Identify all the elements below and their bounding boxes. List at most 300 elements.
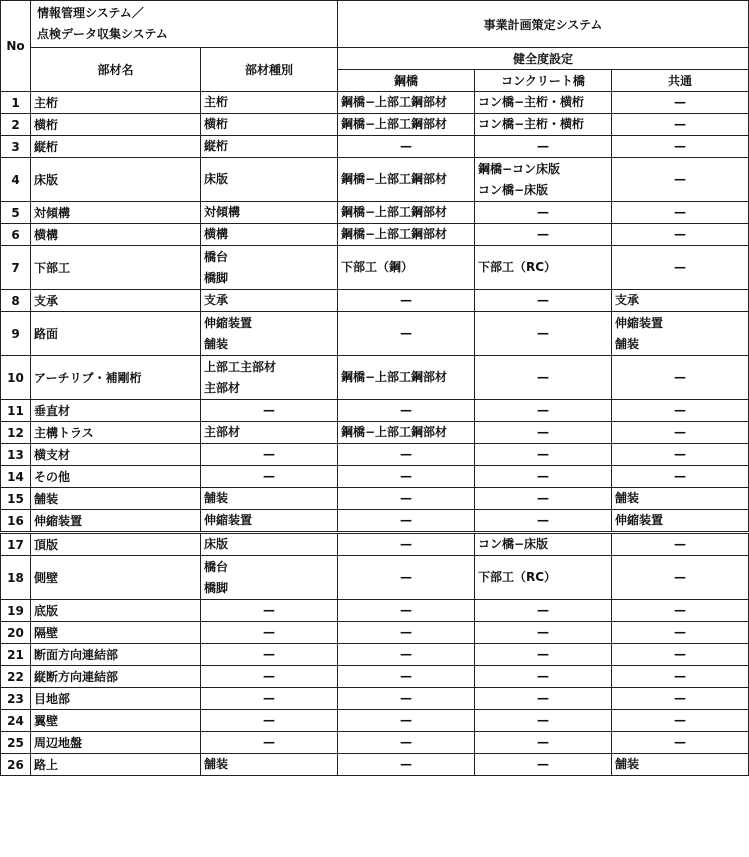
member-type bbox=[201, 422, 338, 444]
member-type bbox=[201, 224, 338, 246]
row-no: 13 bbox=[1, 444, 31, 466]
common-soundness-line: — bbox=[674, 669, 686, 683]
steel-soundness bbox=[338, 158, 475, 202]
member-type bbox=[201, 644, 338, 666]
header-info-system bbox=[31, 1, 338, 48]
table-row bbox=[1, 400, 749, 422]
member-type-line: — bbox=[263, 647, 275, 661]
steel-soundness-line: — bbox=[400, 669, 412, 683]
member-type-line: 対傾構 bbox=[204, 205, 241, 219]
member-type-line: — bbox=[263, 625, 275, 639]
member-type-line: — bbox=[263, 403, 275, 417]
common-soundness-line: — bbox=[674, 95, 686, 109]
member-name: 横構 bbox=[31, 224, 201, 246]
concrete-soundness-line: — bbox=[537, 735, 549, 749]
row-no: 26 bbox=[1, 754, 31, 776]
common-soundness bbox=[612, 136, 749, 158]
concrete-soundness-line: — bbox=[537, 691, 549, 705]
concrete-soundness bbox=[475, 92, 612, 114]
common-soundness bbox=[612, 710, 749, 732]
concrete-soundness-line: — bbox=[537, 469, 549, 483]
table-row bbox=[1, 710, 749, 732]
member-type bbox=[201, 754, 338, 776]
common-soundness-line: — bbox=[674, 713, 686, 727]
concrete-soundness-line: — bbox=[537, 403, 549, 417]
member-name: 底版 bbox=[31, 600, 201, 622]
common-soundness bbox=[612, 488, 749, 510]
member-type bbox=[201, 510, 338, 533]
concrete-soundness bbox=[475, 114, 612, 136]
concrete-soundness bbox=[475, 400, 612, 422]
common-soundness bbox=[612, 114, 749, 136]
concrete-soundness-line: — bbox=[537, 491, 549, 505]
header-no: No bbox=[1, 1, 31, 92]
member-type bbox=[201, 92, 338, 114]
steel-soundness-line: — bbox=[400, 537, 412, 551]
member-type-line: 主桁 bbox=[204, 95, 229, 109]
member-type bbox=[201, 400, 338, 422]
table-row bbox=[1, 114, 749, 136]
header-common: 共通 bbox=[612, 70, 749, 92]
concrete-soundness bbox=[475, 202, 612, 224]
steel-soundness bbox=[338, 400, 475, 422]
steel-soundness bbox=[338, 92, 475, 114]
concrete-soundness-line: 下部工（RC） bbox=[478, 260, 557, 274]
member-name: 路面 bbox=[31, 312, 201, 356]
steel-soundness bbox=[338, 710, 475, 732]
concrete-soundness-line: — bbox=[537, 603, 549, 617]
member-name: 翼壁 bbox=[31, 710, 201, 732]
table-row bbox=[1, 732, 749, 754]
common-soundness-line: — bbox=[674, 370, 686, 384]
member-type-line: 床版 bbox=[204, 537, 229, 551]
common-soundness-line: — bbox=[674, 227, 686, 241]
concrete-soundness-line: コン橋−主桁・横桁 bbox=[478, 95, 585, 109]
common-soundness-line: 伸縮装置 bbox=[615, 513, 664, 527]
common-soundness-line: — bbox=[674, 172, 686, 186]
concrete-soundness bbox=[475, 290, 612, 312]
row-no: 2 bbox=[1, 114, 31, 136]
member-name: 支承 bbox=[31, 290, 201, 312]
concrete-soundness bbox=[475, 754, 612, 776]
common-soundness bbox=[612, 224, 749, 246]
member-name: 隔壁 bbox=[31, 622, 201, 644]
member-type bbox=[201, 466, 338, 488]
row-no: 25 bbox=[1, 732, 31, 754]
steel-soundness-line: — bbox=[400, 139, 412, 153]
row-no: 11 bbox=[1, 400, 31, 422]
header-plan-system: 事業計画策定システム bbox=[338, 1, 749, 48]
steel-soundness-line: — bbox=[400, 326, 412, 340]
member-type-line: 上部工主部材 bbox=[204, 359, 277, 374]
steel-soundness bbox=[338, 600, 475, 622]
concrete-soundness bbox=[475, 644, 612, 666]
steel-soundness-line: — bbox=[400, 713, 412, 727]
member-type-line: 伸縮装置 bbox=[204, 315, 253, 330]
table-row bbox=[1, 666, 749, 688]
member-name: 床版 bbox=[31, 158, 201, 202]
steel-soundness-line: — bbox=[400, 735, 412, 749]
member-name: 縦桁 bbox=[31, 136, 201, 158]
member-name: 主桁 bbox=[31, 92, 201, 114]
concrete-soundness bbox=[475, 224, 612, 246]
common-soundness-line: — bbox=[674, 425, 686, 439]
common-soundness bbox=[612, 400, 749, 422]
member-type-line: 橋台 bbox=[204, 559, 229, 574]
concrete-soundness bbox=[475, 666, 612, 688]
common-soundness-line: — bbox=[674, 537, 686, 551]
steel-soundness-line: — bbox=[400, 570, 412, 584]
steel-soundness bbox=[338, 622, 475, 644]
concrete-soundness bbox=[475, 488, 612, 510]
row-no: 22 bbox=[1, 666, 31, 688]
member-type-line: — bbox=[263, 713, 275, 727]
member-type bbox=[201, 556, 338, 600]
steel-soundness-line: 鋼橋−上部工鋼部材 bbox=[341, 172, 448, 186]
common-soundness-line: — bbox=[674, 205, 686, 219]
common-soundness bbox=[612, 246, 749, 290]
steel-soundness-line: — bbox=[400, 491, 412, 505]
steel-soundness-line: 下部工（鋼） bbox=[341, 260, 414, 274]
row-no: 23 bbox=[1, 688, 31, 710]
member-type-line: 橋台 bbox=[204, 249, 229, 264]
row-no: 10 bbox=[1, 356, 31, 400]
concrete-soundness bbox=[475, 533, 612, 556]
concrete-soundness-line: — bbox=[537, 513, 549, 527]
concrete-soundness bbox=[475, 356, 612, 400]
member-name: 横桁 bbox=[31, 114, 201, 136]
member-type-line: 縦桁 bbox=[204, 139, 229, 153]
member-name: 断面方向連結部 bbox=[31, 644, 201, 666]
steel-soundness bbox=[338, 312, 475, 356]
member-type bbox=[201, 666, 338, 688]
concrete-soundness-line: — bbox=[537, 713, 549, 727]
table-row bbox=[1, 136, 749, 158]
member-name: 舗装 bbox=[31, 488, 201, 510]
member-type bbox=[201, 488, 338, 510]
common-soundness bbox=[612, 290, 749, 312]
row-no: 21 bbox=[1, 644, 31, 666]
row-no: 8 bbox=[1, 290, 31, 312]
member-type-line: — bbox=[263, 603, 275, 617]
common-soundness bbox=[612, 312, 749, 356]
row-no: 17 bbox=[1, 533, 31, 556]
member-type bbox=[201, 710, 338, 732]
member-type-line: — bbox=[263, 735, 275, 749]
steel-soundness-line: 鋼橋−上部工鋼部材 bbox=[341, 117, 448, 131]
concrete-soundness bbox=[475, 510, 612, 533]
table-row bbox=[1, 644, 749, 666]
member-type-line: 舗装 bbox=[204, 336, 229, 351]
concrete-soundness-line: — bbox=[537, 326, 549, 340]
member-type-line: — bbox=[263, 447, 275, 461]
row-no: 24 bbox=[1, 710, 31, 732]
common-soundness-line: 支承 bbox=[615, 293, 640, 307]
steel-soundness bbox=[338, 644, 475, 666]
member-type-line: 伸縮装置 bbox=[204, 513, 253, 527]
member-type bbox=[201, 202, 338, 224]
common-soundness bbox=[612, 158, 749, 202]
table-row bbox=[1, 488, 749, 510]
common-soundness bbox=[612, 666, 749, 688]
member-name: 下部工 bbox=[31, 246, 201, 290]
steel-soundness-line: 鋼橋−上部工鋼部材 bbox=[341, 227, 448, 241]
steel-soundness-line: 鋼橋−上部工鋼部材 bbox=[341, 95, 448, 109]
common-soundness-line: — bbox=[674, 447, 686, 461]
steel-soundness bbox=[338, 136, 475, 158]
steel-soundness bbox=[338, 666, 475, 688]
concrete-soundness bbox=[475, 444, 612, 466]
steel-soundness bbox=[338, 224, 475, 246]
common-soundness bbox=[612, 754, 749, 776]
row-no: 15 bbox=[1, 488, 31, 510]
table-row bbox=[1, 754, 749, 776]
steel-soundness-line: — bbox=[400, 625, 412, 639]
table-row bbox=[1, 466, 749, 488]
common-soundness-line: 舗装 bbox=[615, 336, 640, 351]
concrete-soundness-line: 下部工（RC） bbox=[478, 570, 557, 584]
member-type bbox=[201, 312, 338, 356]
member-name: 伸縮装置 bbox=[31, 510, 201, 533]
concrete-soundness-line: — bbox=[537, 227, 549, 241]
member-type bbox=[201, 114, 338, 136]
common-soundness-line: 舗装 bbox=[615, 491, 640, 505]
common-soundness bbox=[612, 622, 749, 644]
concrete-soundness bbox=[475, 688, 612, 710]
steel-soundness-line: — bbox=[400, 469, 412, 483]
table-row bbox=[1, 533, 749, 556]
common-soundness bbox=[612, 356, 749, 400]
steel-soundness bbox=[338, 488, 475, 510]
concrete-soundness-line: — bbox=[537, 205, 549, 219]
common-soundness bbox=[612, 466, 749, 488]
member-name: 対傾構 bbox=[31, 202, 201, 224]
common-soundness bbox=[612, 556, 749, 600]
row-no: 3 bbox=[1, 136, 31, 158]
member-type bbox=[201, 444, 338, 466]
steel-soundness bbox=[338, 556, 475, 600]
table-row bbox=[1, 246, 749, 290]
member-type bbox=[201, 533, 338, 556]
member-type bbox=[201, 688, 338, 710]
member-type-line: 橋脚 bbox=[204, 580, 229, 595]
member-type-line: 橋脚 bbox=[204, 270, 229, 285]
steel-soundness bbox=[338, 754, 475, 776]
row-no: 18 bbox=[1, 556, 31, 600]
header-concrete: コンクリート橋 bbox=[475, 70, 612, 92]
common-soundness bbox=[612, 202, 749, 224]
concrete-soundness bbox=[475, 622, 612, 644]
concrete-soundness-line: — bbox=[537, 425, 549, 439]
common-soundness-line: — bbox=[674, 117, 686, 131]
concrete-soundness-line: — bbox=[537, 370, 549, 384]
concrete-soundness bbox=[475, 158, 612, 202]
steel-soundness-line: 鋼橋−上部工鋼部材 bbox=[341, 370, 448, 384]
member-type-line: 舗装 bbox=[204, 757, 229, 771]
member-name: 頂版 bbox=[31, 533, 201, 556]
member-type bbox=[201, 732, 338, 754]
member-type-line: — bbox=[263, 669, 275, 683]
header-info-system-line1: 情報管理システム／ bbox=[37, 6, 144, 20]
steel-soundness bbox=[338, 422, 475, 444]
steel-soundness bbox=[338, 356, 475, 400]
steel-soundness-line: — bbox=[400, 757, 412, 771]
member-type bbox=[201, 136, 338, 158]
concrete-soundness bbox=[475, 710, 612, 732]
concrete-soundness-line: — bbox=[537, 757, 549, 771]
common-soundness-line: — bbox=[674, 260, 686, 274]
row-no: 5 bbox=[1, 202, 31, 224]
common-soundness bbox=[612, 510, 749, 533]
common-soundness bbox=[612, 422, 749, 444]
table-row bbox=[1, 510, 749, 533]
steel-soundness bbox=[338, 444, 475, 466]
concrete-soundness-line: — bbox=[537, 293, 549, 307]
concrete-soundness bbox=[475, 312, 612, 356]
steel-soundness-line: — bbox=[400, 293, 412, 307]
common-soundness-line: — bbox=[674, 603, 686, 617]
table-row bbox=[1, 444, 749, 466]
member-type-line: — bbox=[263, 691, 275, 705]
common-soundness bbox=[612, 688, 749, 710]
table-row bbox=[1, 356, 749, 400]
steel-soundness bbox=[338, 202, 475, 224]
row-no: 1 bbox=[1, 92, 31, 114]
table-row bbox=[1, 556, 749, 600]
steel-soundness-line: — bbox=[400, 603, 412, 617]
common-soundness-line: — bbox=[674, 735, 686, 749]
table-row bbox=[1, 622, 749, 644]
concrete-soundness-line: — bbox=[537, 647, 549, 661]
common-soundness-line: — bbox=[674, 570, 686, 584]
row-no: 12 bbox=[1, 422, 31, 444]
table-row bbox=[1, 422, 749, 444]
concrete-soundness-line: コン橋−床版 bbox=[478, 182, 549, 197]
member-name: 周辺地盤 bbox=[31, 732, 201, 754]
steel-soundness-line: — bbox=[400, 447, 412, 461]
member-type-line: 床版 bbox=[204, 172, 229, 186]
steel-soundness-line: 鋼橋−上部工鋼部材 bbox=[341, 425, 448, 439]
concrete-soundness bbox=[475, 732, 612, 754]
common-soundness-line: — bbox=[674, 469, 686, 483]
concrete-soundness bbox=[475, 600, 612, 622]
row-no: 9 bbox=[1, 312, 31, 356]
steel-soundness-line: — bbox=[400, 647, 412, 661]
common-soundness bbox=[612, 533, 749, 556]
member-type-line: — bbox=[263, 469, 275, 483]
concrete-soundness-line: 鋼橋−コン床版 bbox=[478, 161, 561, 176]
table-row bbox=[1, 158, 749, 202]
common-soundness-line: — bbox=[674, 691, 686, 705]
common-soundness bbox=[612, 92, 749, 114]
steel-soundness bbox=[338, 114, 475, 136]
header-steel: 鋼橋 bbox=[338, 70, 475, 92]
table-row bbox=[1, 600, 749, 622]
concrete-soundness bbox=[475, 246, 612, 290]
member-name: 縦断方向連結部 bbox=[31, 666, 201, 688]
concrete-soundness-line: — bbox=[537, 625, 549, 639]
common-soundness-line: — bbox=[674, 403, 686, 417]
member-type bbox=[201, 600, 338, 622]
row-no: 4 bbox=[1, 158, 31, 202]
table-row bbox=[1, 92, 749, 114]
row-no: 19 bbox=[1, 600, 31, 622]
member-type bbox=[201, 290, 338, 312]
table-row bbox=[1, 688, 749, 710]
member-type-line: 主部材 bbox=[204, 380, 241, 395]
steel-soundness bbox=[338, 688, 475, 710]
member-name: アーチリブ・補剛桁 bbox=[31, 356, 201, 400]
common-soundness-line: 舗装 bbox=[615, 757, 640, 771]
member-type-line: 横構 bbox=[204, 227, 229, 241]
common-soundness-line: — bbox=[674, 647, 686, 661]
table-header bbox=[1, 1, 749, 92]
steel-soundness bbox=[338, 246, 475, 290]
steel-soundness-line: — bbox=[400, 513, 412, 527]
header-member-name: 部材名 bbox=[31, 48, 201, 92]
header-info-system-line2: 点検データ収集システム bbox=[37, 27, 168, 41]
header-member-type: 部材種別 bbox=[201, 48, 338, 92]
steel-soundness bbox=[338, 533, 475, 556]
member-name: 目地部 bbox=[31, 688, 201, 710]
concrete-soundness bbox=[475, 136, 612, 158]
concrete-soundness-line: — bbox=[537, 669, 549, 683]
member-type bbox=[201, 158, 338, 202]
member-name: その他 bbox=[31, 466, 201, 488]
common-soundness-line: — bbox=[674, 625, 686, 639]
row-no: 16 bbox=[1, 510, 31, 533]
concrete-soundness-line: — bbox=[537, 447, 549, 461]
member-type bbox=[201, 622, 338, 644]
steel-soundness bbox=[338, 466, 475, 488]
row-no: 14 bbox=[1, 466, 31, 488]
row-no: 7 bbox=[1, 246, 31, 290]
table-row bbox=[1, 224, 749, 246]
concrete-soundness bbox=[475, 422, 612, 444]
steel-soundness-line: — bbox=[400, 403, 412, 417]
member-type-line: 主部材 bbox=[204, 425, 241, 439]
steel-soundness-line: 鋼橋−上部工鋼部材 bbox=[341, 205, 448, 219]
member-type bbox=[201, 356, 338, 400]
concrete-soundness-line: コン橋−床版 bbox=[478, 537, 549, 551]
concrete-soundness bbox=[475, 466, 612, 488]
steel-soundness-line: — bbox=[400, 691, 412, 705]
member-name: 主構トラス bbox=[31, 422, 201, 444]
header-soundness: 健全度設定 bbox=[338, 48, 749, 70]
member-type-line: 舗装 bbox=[204, 491, 229, 505]
table-body bbox=[1, 92, 749, 776]
member-name: 側壁 bbox=[31, 556, 201, 600]
member-type-line: 横桁 bbox=[204, 117, 229, 131]
common-soundness bbox=[612, 732, 749, 754]
common-soundness bbox=[612, 644, 749, 666]
steel-soundness bbox=[338, 732, 475, 754]
common-soundness bbox=[612, 600, 749, 622]
table-row bbox=[1, 202, 749, 224]
common-soundness-line: — bbox=[674, 139, 686, 153]
table-row bbox=[1, 312, 749, 356]
concrete-soundness-line: — bbox=[537, 139, 549, 153]
common-soundness bbox=[612, 444, 749, 466]
member-type bbox=[201, 246, 338, 290]
common-soundness-line: 伸縮装置 bbox=[615, 315, 664, 330]
concrete-soundness-line: コン橋−主桁・横桁 bbox=[478, 117, 585, 131]
member-name: 垂直材 bbox=[31, 400, 201, 422]
member-name: 横支材 bbox=[31, 444, 201, 466]
steel-soundness bbox=[338, 510, 475, 533]
table-row bbox=[1, 290, 749, 312]
concrete-soundness bbox=[475, 556, 612, 600]
